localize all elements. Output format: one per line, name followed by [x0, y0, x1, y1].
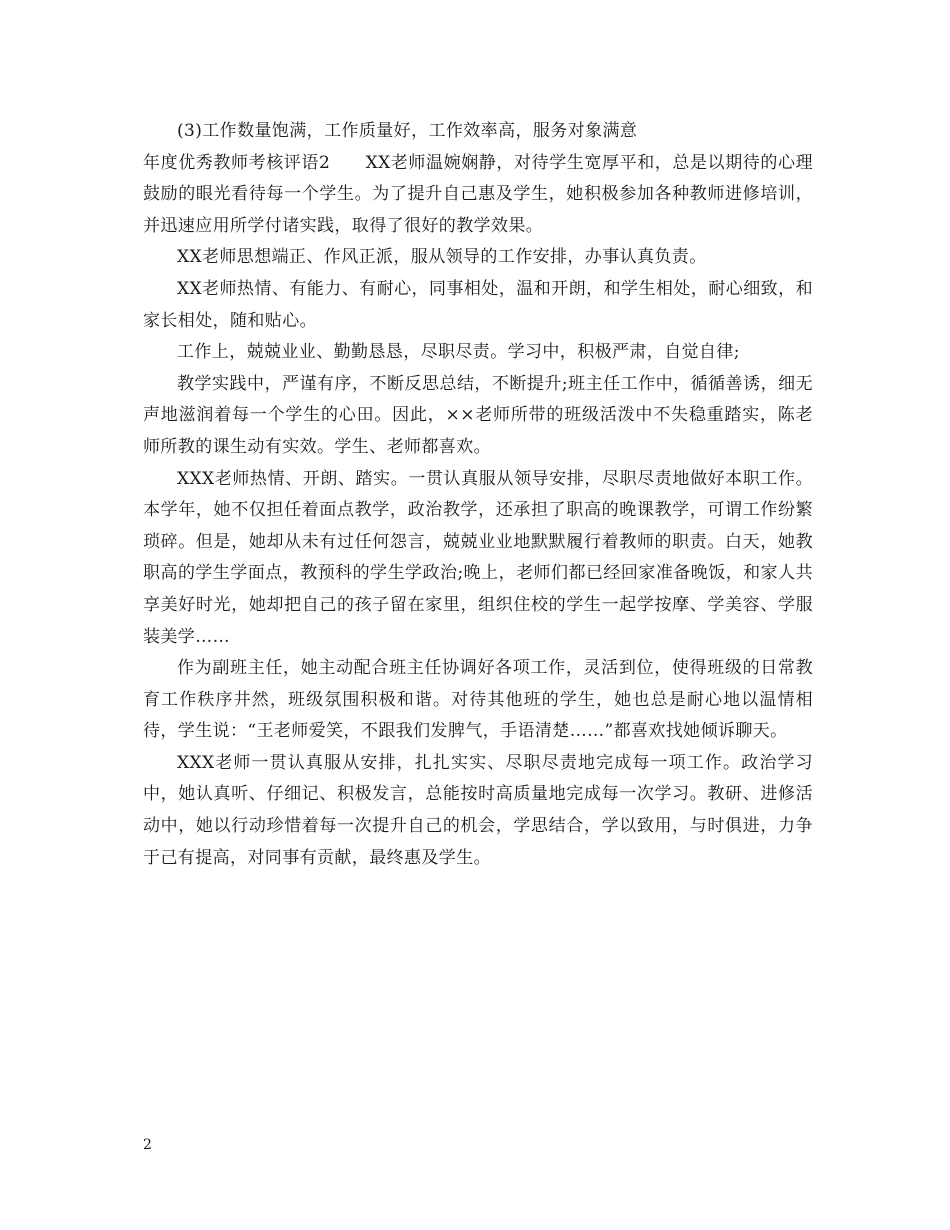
paragraph-teaching-practice: 教学实践中，严谨有序，不断反思总结，不断提升;班主任工作中，循循善诱，细无声地滋润着每一个学生的心田。因此，××老师所带的班级活泼中不失稳重踏实，陈老师所教的课生动有实效。学生、老师都喜欢。 [143, 373, 813, 457]
paragraph-work-study: 工作上，兢兢业业、勤勤恳恳，尽职尽责。学习中，积极严肃，自觉自律; [177, 342, 740, 363]
paragraph-assistant-head-teacher: 作为副班主任，她主动配合班主任协调好各项工作，灵活到位，使得班级的日常教育工作秩序井然，班级氛围积极和谐。对待其他班的学生，她也总是耐心地以温情相待，学生说：“王老师爱笑，不跟我们发脾气，手语清楚……”都喜欢找她倾诉聊天。 [143, 658, 813, 742]
paragraph-evaluation-intro: 年度优秀教师考核评语2 XX老师温婉娴静，对待学生宽厚平和，总是以期待的心理鼓励的眼光看待每一个学生。为了提升自己惠及学生，她积极参加各种教师进修培训，并迅速应用所学付诸实践，取得了很好的教学效果。 [143, 152, 813, 236]
paragraph-xxx-teacher-study: XXX老师一贯认真服从安排，扎扎实实、尽职尽责地完成每一项工作。政治学习中，她认真听、仔细记、积极发言，总能按时高质量地完成每一次学习。教研、进修活动中，她以行动珍惜着每一次提升自己的机会，学思结合，学以致用，与时俱进，力争于己有提高，对同事有贡献，最终惠及学生。 [143, 752, 813, 868]
paragraph-xxx-teacher-duties: XXX老师热情、开朗、踏实。一贯认真服从领导安排，尽职尽责地做好本职工作。本学年，她不仅担任着面点教学，政治教学，还承担了职高的晚课教学，可谓工作纷繁琐碎。但是，她却从未有过任何怨言，兢兢业业地默默履行着教师的职责。白天，她教职高的学生学面点，教预科的学生学政治;晚上，老师们都已经回家准备晚饭，和家人共享美好时光，她却把自己的孩子留在家里，组织住校的学生一起学按摩、学美容、学服装美学…… [143, 468, 813, 647]
paragraph-work-criteria: (3)工作数量饱满，工作质量好，工作效率高，服务对象满意 [177, 121, 638, 141]
paragraph-attitude: XX老师思想端正、作风正派，服从领导的工作安排，办事认真负责。 [177, 247, 707, 268]
paragraph-personality: XX老师热情、有能力、有耐心，同事相处，温和开朗，和学生相处，耐心细致，和家长相处，随和贴心。 [143, 278, 813, 331]
page-number: 2 [143, 1137, 152, 1153]
document-body [143, 116, 813, 874]
